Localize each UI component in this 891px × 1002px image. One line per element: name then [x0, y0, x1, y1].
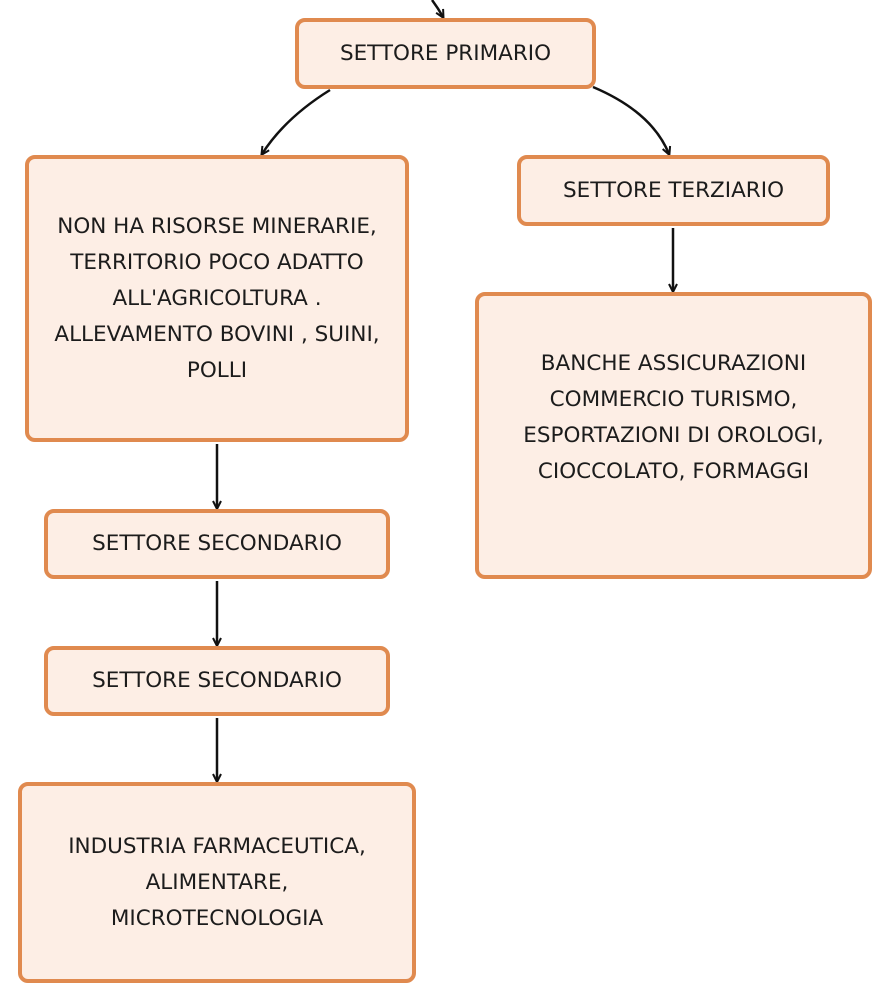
node-settore-primario-label: SETTORE PRIMARIO	[339, 40, 552, 66]
edge-primario-to-natura	[262, 90, 330, 154]
node-settore-secondario-2-label: SETTORE SECONDARIO	[92, 668, 342, 693]
edge-primario-to-terziario	[593, 87, 669, 154]
node-risorse-agricoltura-label: NON HA RISORSE MINERARIE, TERRITORIO POCO ADATTO ALL'AGRICOLTURA . ALLEVAMENTO BOVINI , SUINI, POLLI	[54, 214, 380, 383]
node-settore-terziario-label: SETTORE TERZIARIO	[562, 177, 785, 203]
node-settore-secondario-1-label: SETTORE SECONDARIO	[92, 531, 342, 556]
node-settore-secondario-1	[44, 509, 390, 579]
node-settore-secondario-2	[44, 646, 390, 716]
node-industria-label: INDUSTRIA FARMACEUTICA, ALIMENTARE, MICROTECNOLOGIA	[68, 833, 366, 931]
edge-incoming-to-primario	[432, 0, 443, 17]
node-settore-primario	[295, 18, 596, 89]
node-industria	[18, 782, 416, 983]
node-servizi-esportazioni-label: BANCHE ASSICURAZIONI COMMERCIO TURISMO, ESPORTAZIONI DI OROLOGI, CIOCCOLATO, FORMAGGI	[523, 351, 824, 484]
node-servizi-esportazioni	[475, 292, 872, 579]
node-risorse-agricoltura	[25, 155, 409, 442]
node-settore-terziario	[517, 155, 830, 226]
